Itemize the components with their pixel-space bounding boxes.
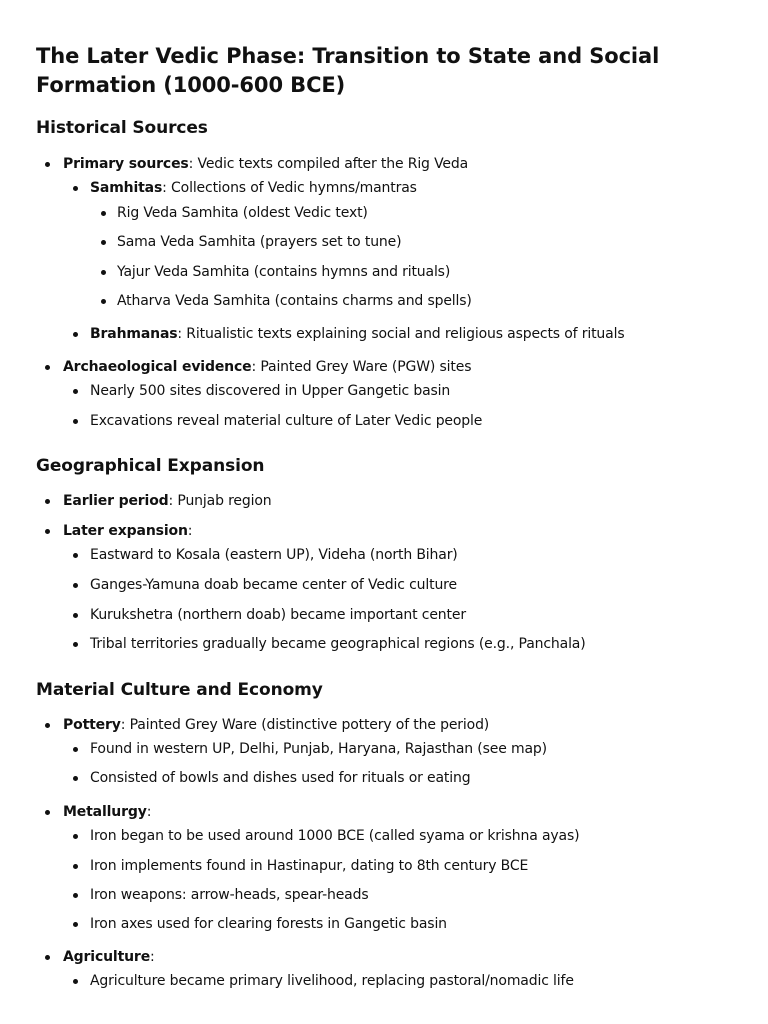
bullet-marker [73,553,78,558]
item-text: : [146,804,152,820]
item-label: Primary sources [63,156,189,172]
list-item: Excavations reveal material culture of Later Vedic people [90,413,483,429]
list-item [63,522,192,540]
list-item [63,492,272,510]
bullet-marker [45,723,50,728]
bullet-marker [73,979,78,984]
list-item: Eastward to Kosala (eastern UP), Videha (north Bihar) [90,547,458,563]
list-item [63,803,151,821]
item-label: Metallurgy [63,804,147,820]
list-item: Ganges-Yamuna doab became center of Vedic culture [90,577,457,593]
item-text: : Punjab region [168,493,272,509]
item-label: Archaeological evidence [63,359,252,375]
bullet-marker [73,186,78,191]
item-text: : Ritualistic texts explaining social and religious aspects of rituals [177,326,625,342]
bullet-marker [45,365,50,370]
bullet-marker [73,776,78,781]
list-item: Kurukshetra (northern doab) became important center [90,607,466,623]
bullet-marker [101,240,106,245]
list-item: Found in western UP, Delhi, Punjab, Haryana, Rajasthan (see map) [90,741,547,757]
bullet-marker [45,810,50,815]
list-item: Agriculture became primary livelihood, replacing pastoral/nomadic life [90,973,574,989]
item-label: Agriculture [63,949,151,965]
list-item: Iron began to be used around 1000 BCE (called syama or krishna ayas) [90,828,580,844]
list-item [63,155,468,173]
list-item: Yajur Veda Samhita (contains hymns and rituals) [117,264,451,280]
item-label: Earlier period [63,493,169,509]
list-item: Iron implements found in Hastinapur, dating to 8th century BCE [90,858,529,874]
item-label: Brahmanas [90,326,178,342]
bullet-marker [45,499,50,504]
bullet-marker [73,419,78,424]
bullet-marker [73,747,78,752]
page-title: The Later Vedic Phase: Transition to State and Social Formation (1000-600 BCE) [36,44,660,97]
bullet-marker [73,642,78,647]
list-item [90,179,417,197]
list-item: Atharva Veda Samhita (contains charms and spells) [117,293,472,309]
bullet-marker [45,162,50,167]
section-heading-geographical-expansion: Geographical Expansion [36,456,265,476]
bullet-marker [73,389,78,394]
bullet-marker [45,529,50,534]
bullet-marker [73,922,78,927]
bullet-marker [101,270,106,275]
item-label: Pottery [63,717,121,733]
item-text: : Painted Grey Ware (PGW) sites [251,359,472,375]
item-text: : Vedic texts compiled after the Rig Veda [188,156,469,172]
bullet-marker [101,211,106,216]
list-item: Iron weapons: arrow-heads, spear-heads [90,887,369,903]
bullet-marker [73,583,78,588]
list-item [63,716,489,734]
item-text: : Collections of Vedic hymns/mantras [162,180,417,196]
bullet-marker [73,864,78,869]
item-text: : Painted Grey Ware (distinctive pottery of the period) [120,717,490,733]
bullet-marker [73,834,78,839]
item-label: Later expansion [63,523,188,539]
bullet-marker [101,299,106,304]
list-item [63,358,471,376]
list-item [63,948,155,966]
list-item [90,325,624,343]
section-heading-material-culture: Material Culture and Economy [36,680,323,700]
item-text: : [187,523,193,539]
bullet-marker [73,332,78,337]
bullet-marker [73,893,78,898]
list-item: Iron axes used for clearing forests in Gangetic basin [90,916,447,932]
item-text: : [150,949,155,965]
item-label: Samhitas [90,180,163,196]
section-heading-historical-sources: Historical Sources [36,118,208,138]
bullet-marker [45,955,50,960]
list-item: Sama Veda Samhita (prayers set to tune) [117,234,402,250]
list-item: Rig Veda Samhita (oldest Vedic text) [117,205,368,221]
bullet-marker [73,613,78,618]
list-item: Tribal territories gradually became geographical regions (e.g., Panchala) [90,636,586,652]
list-item: Consisted of bowls and dishes used for rituals or eating [90,770,471,786]
list-item: Nearly 500 sites discovered in Upper Gangetic basin [90,383,451,399]
